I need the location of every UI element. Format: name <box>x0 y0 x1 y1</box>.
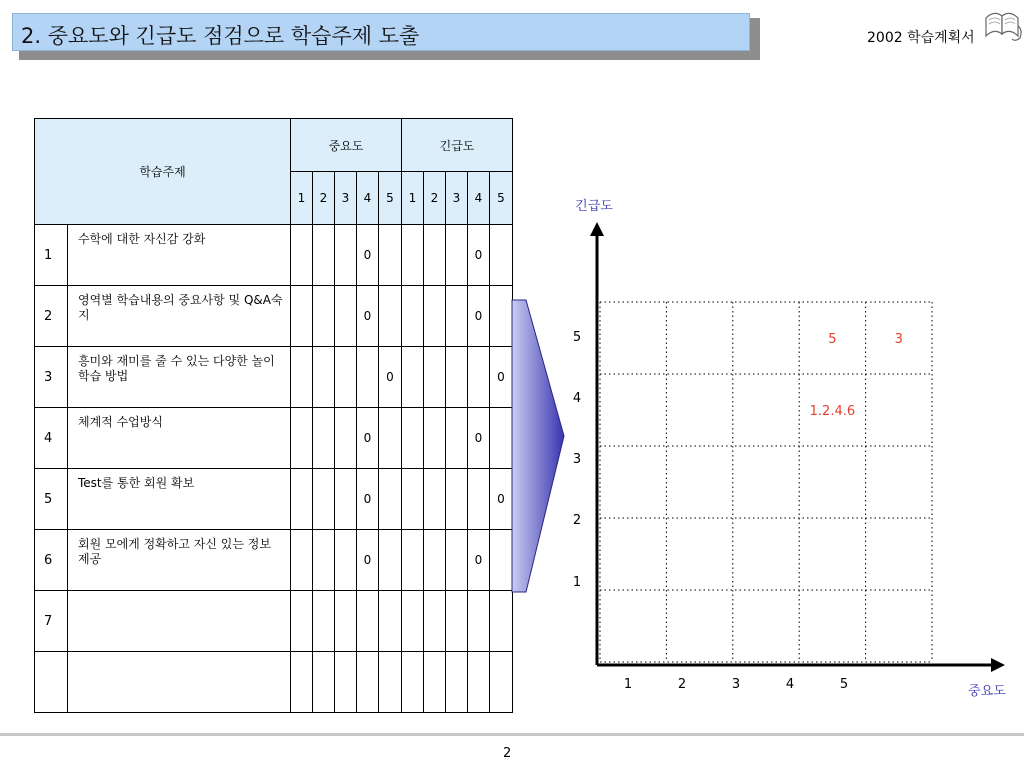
y-tick-label: 2 <box>572 513 582 528</box>
plot-area <box>573 198 1006 699</box>
urgency-rating-cell: 0 <box>468 530 490 591</box>
y-tick-label: 4 <box>572 391 582 406</box>
urgency-rating-cell: 0 <box>490 347 513 408</box>
urgency-scale-4: 4 <box>468 172 490 225</box>
y-axis-arrowhead <box>590 222 604 236</box>
row-number: 7 <box>35 591 68 652</box>
urgency-rating-cell: 0 <box>490 469 513 530</box>
x-tick-label: 4 <box>785 677 795 692</box>
row-number: 5 <box>35 469 68 530</box>
data-point-label: 1.2.4.6 <box>809 404 856 419</box>
importance-rating-cell: 0 <box>357 225 379 286</box>
x-tick-label: 3 <box>731 677 741 692</box>
topic-cell: 영역별 학습내용의 중요사항 및 Q&A숙지 <box>68 286 291 347</box>
bracket-arrow <box>512 300 564 592</box>
importance-scale-2: 2 <box>313 172 335 225</box>
footer-divider <box>0 733 1024 736</box>
document-label: 2002 학습계획서 <box>867 30 975 46</box>
urgency-header: 긴급도 <box>402 119 513 172</box>
urgency-rating-cell: 0 <box>468 286 490 347</box>
page-number: 2 <box>503 746 512 761</box>
importance-rating-cell: 0 <box>357 530 379 591</box>
importance-rating-cell: 0 <box>357 469 379 530</box>
x-tick-label: 2 <box>677 677 687 692</box>
x-tick-label: 5 <box>839 677 849 692</box>
y-tick-label: 1 <box>572 575 582 590</box>
y-tick-label: 5 <box>572 330 582 345</box>
x-axis-label: 중요도 <box>968 684 1006 699</box>
urgency-rating-cell: 0 <box>468 408 490 469</box>
row-number: 2 <box>35 286 68 347</box>
importance-rating-cell: 0 <box>379 347 402 408</box>
data-point-label: 3 <box>894 332 903 347</box>
row-number: 6 <box>35 530 68 591</box>
x-tick-label: 1 <box>623 677 633 692</box>
data-point-label: 5 <box>828 332 837 347</box>
y-tick-label: 3 <box>572 452 582 467</box>
urgency-rating-cell: 0 <box>468 225 490 286</box>
urgency-scale-1: 1 <box>402 172 424 225</box>
importance-rating-cell: 0 <box>357 408 379 469</box>
importance-rating-cell: 0 <box>357 286 379 347</box>
urgency-scale-5: 5 <box>490 172 513 225</box>
topic-cell: 체계적 수업방식 <box>68 408 291 469</box>
urgency-scale-3: 3 <box>446 172 468 225</box>
topic-cell: 수학에 대한 자신감 강화 <box>68 225 291 286</box>
topic-cell: 흥미와 재미를 줄 수 있는 다양한 놀이학습 방법 <box>68 347 291 408</box>
topic-cell: 회원 모에게 정확하고 자신 있는 정보 제공 <box>68 530 291 591</box>
y-axis-label: 긴급도 <box>575 199 613 214</box>
importance-scale-1: 1 <box>291 172 313 225</box>
importance-header: 중요도 <box>291 119 402 172</box>
topic-cell: Test를 통한 회원 확보 <box>68 469 291 530</box>
x-axis-arrowhead <box>991 658 1005 672</box>
row-number: 1 <box>35 225 68 286</box>
importance-scale-5: 5 <box>379 172 402 225</box>
importance-scale-3: 3 <box>335 172 357 225</box>
topic-header: 학습주제 <box>35 119 291 225</box>
importance-scale-4: 4 <box>357 172 379 225</box>
row-number: 3 <box>35 347 68 408</box>
row-number: 4 <box>35 408 68 469</box>
slide-title: 2. 중요도와 긴급도 점검으로 학습주제 도출 <box>21 24 420 48</box>
urgency-scale-2: 2 <box>424 172 446 225</box>
